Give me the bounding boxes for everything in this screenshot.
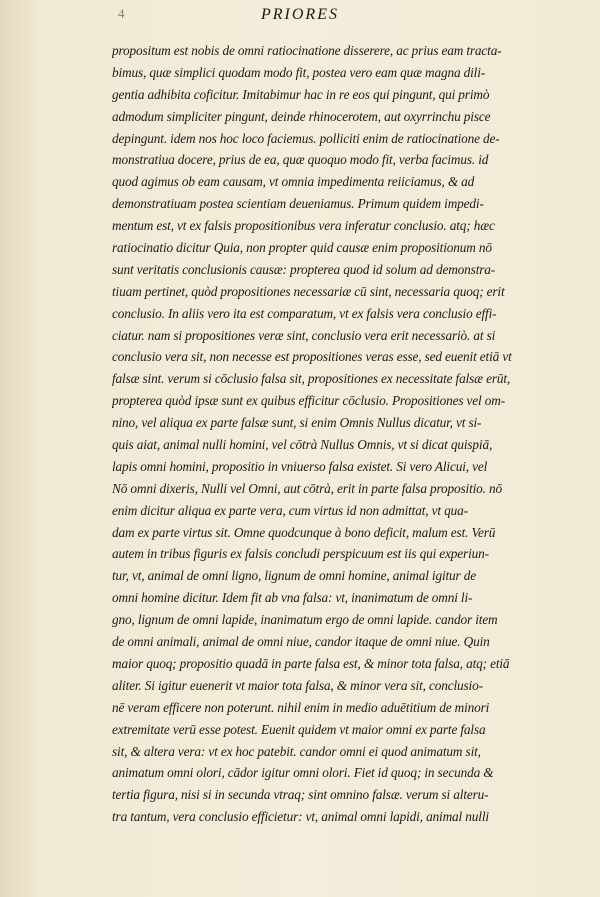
text-line: gno, lignum de omni lapide, inanimatum ergo de omni lapide. candor item [112,612,498,628]
text-line: bimus, quæ simplici quodam modo fit, postea vero eam quæ magna dili- [112,64,486,80]
text-line: tur, vt, animal de omni ligno, lignum de omni homine, animal igitur de [112,568,477,584]
text-line: monstratiua docere, prius de ea, quæ quoquo modo fit, verba facimus. id [112,152,489,168]
text-line: nē veram efficere non poterunt. nihil enim in medio aduētitium de minori [112,699,490,715]
text-line: conclusio vera sit, non necesse est propositiones veras esse, sed euenit etiā vt [112,349,512,365]
text-line: animatum omni olori, cādor igitur omni olori. Fiet id quoq; in secunda & [112,765,494,781]
text-line: conclusio. In aliis vero ita est comparatum, vt ex falsis vera conclusio effi- [112,305,497,321]
text-line: depingunt. idem nos hoc loco faciemus. polliciti enim de ratiocinatione de- [112,130,500,146]
text-line: admodum simpliciter pingunt, deinde rhinocerotem, aut oxyrrinchu pisce [112,108,491,124]
text-line: sunt veritatis conclusionis causæ: propterea quod id solum ad demonstra- [112,261,496,277]
text-line: omni homine dicitur. Idem fit ab vna falsa: vt, inanimatum de omni li- [112,590,473,606]
body-text [112,40,584,828]
folio-number: 4 [118,6,125,21]
text-line: tertia figura, nisi si in secunda vtraq; sint omnino falsæ. verum si alteru- [112,787,489,803]
text-line: dam ex parte virtus sit. Omne quodcunque à bono deficit, malum est. Verū [112,524,496,540]
text-line: autem in tribus figuris ex falsis concludi perspicuum est iis qui experiun- [112,546,489,562]
text-line: quod agimus ob eam causam, vt omnia impedimenta reiiciamus, & ad [112,174,475,190]
text-line: gentia adhibita coficitur. Imitabimur hac in re eos qui pingunt, qui primò [112,86,490,102]
text-line: enim dicitur aliqua ex parte vera, cum virtus id non admittat, vt qua- [112,502,468,518]
text-line: maior quoq; propositio quadā in parte falsa est, & minor tota falsa, atq; etiā [112,655,510,671]
text-line: demonstratiuam postea scientiam deueniamus. Primum quidem impedi- [112,196,484,212]
text-line: mentum est, vt ex falsis propositionibus vera inferatur conclusio. atq; hæc [112,218,495,234]
text-line: falsæ sint. verum si cōclusio falsa sit, propositiones ex necessitate falsæ erūt, [112,371,511,387]
running-title: PRIORES [261,6,339,23]
text-line: Nō omni dixeris, Nulli vel Omni, aut cōtrà, erit in parte falsa propositio. nō [112,480,503,496]
text-line: extremitate verū esse potest. Euenit quidem vt maior omni ex parte falsa [112,721,486,737]
text-line: tra tantum, vera conclusio efficietur: vt, animal omni lapidi, animal nulli [112,809,489,825]
text-line: lapis omni homini, propositio in vniuerso falsa existet. Si vero Alicui, vel [112,458,488,474]
text-line: ratiocinatio dicitur Quia, non propter quid causæ enim propositionum nō [112,240,492,256]
text-line: de omni animali, animal de omni niue, candor itaque de omni niue. Quin [112,634,490,650]
text-line: nino, vel aliqua ex parte falsæ sunt, si enim Omnis Nullus dicatur, vt si- [112,415,482,431]
text-line: propterea quòd ipsæ sunt ex quibus efficitur cōclusio. Propositiones vel om- [112,393,505,409]
text-line: propositum est nobis de omni ratiocinatione disserere, ac prius eam tracta- [112,43,502,58]
text-line: quis aiat, animal nulli homini, vel cōtrà Nullus Omnis, vt si dicat quispiā, [112,437,493,453]
text-line: sit, & altera vera: vt ex hoc patebit. candor omni ei quod animatum sit, [112,743,481,759]
text-line: aliter. Si igitur euenerit vt maior tota falsa, & minor vera sit, conclusio- [112,677,483,693]
text-line: tiuam pertinet, quòd propositiones necessariæ cū sint, necessaria quoq; erit [112,283,505,299]
text-line: ciatur. nam si propositiones veræ sint, conclusio vera erit necessariò. at si [112,327,496,343]
